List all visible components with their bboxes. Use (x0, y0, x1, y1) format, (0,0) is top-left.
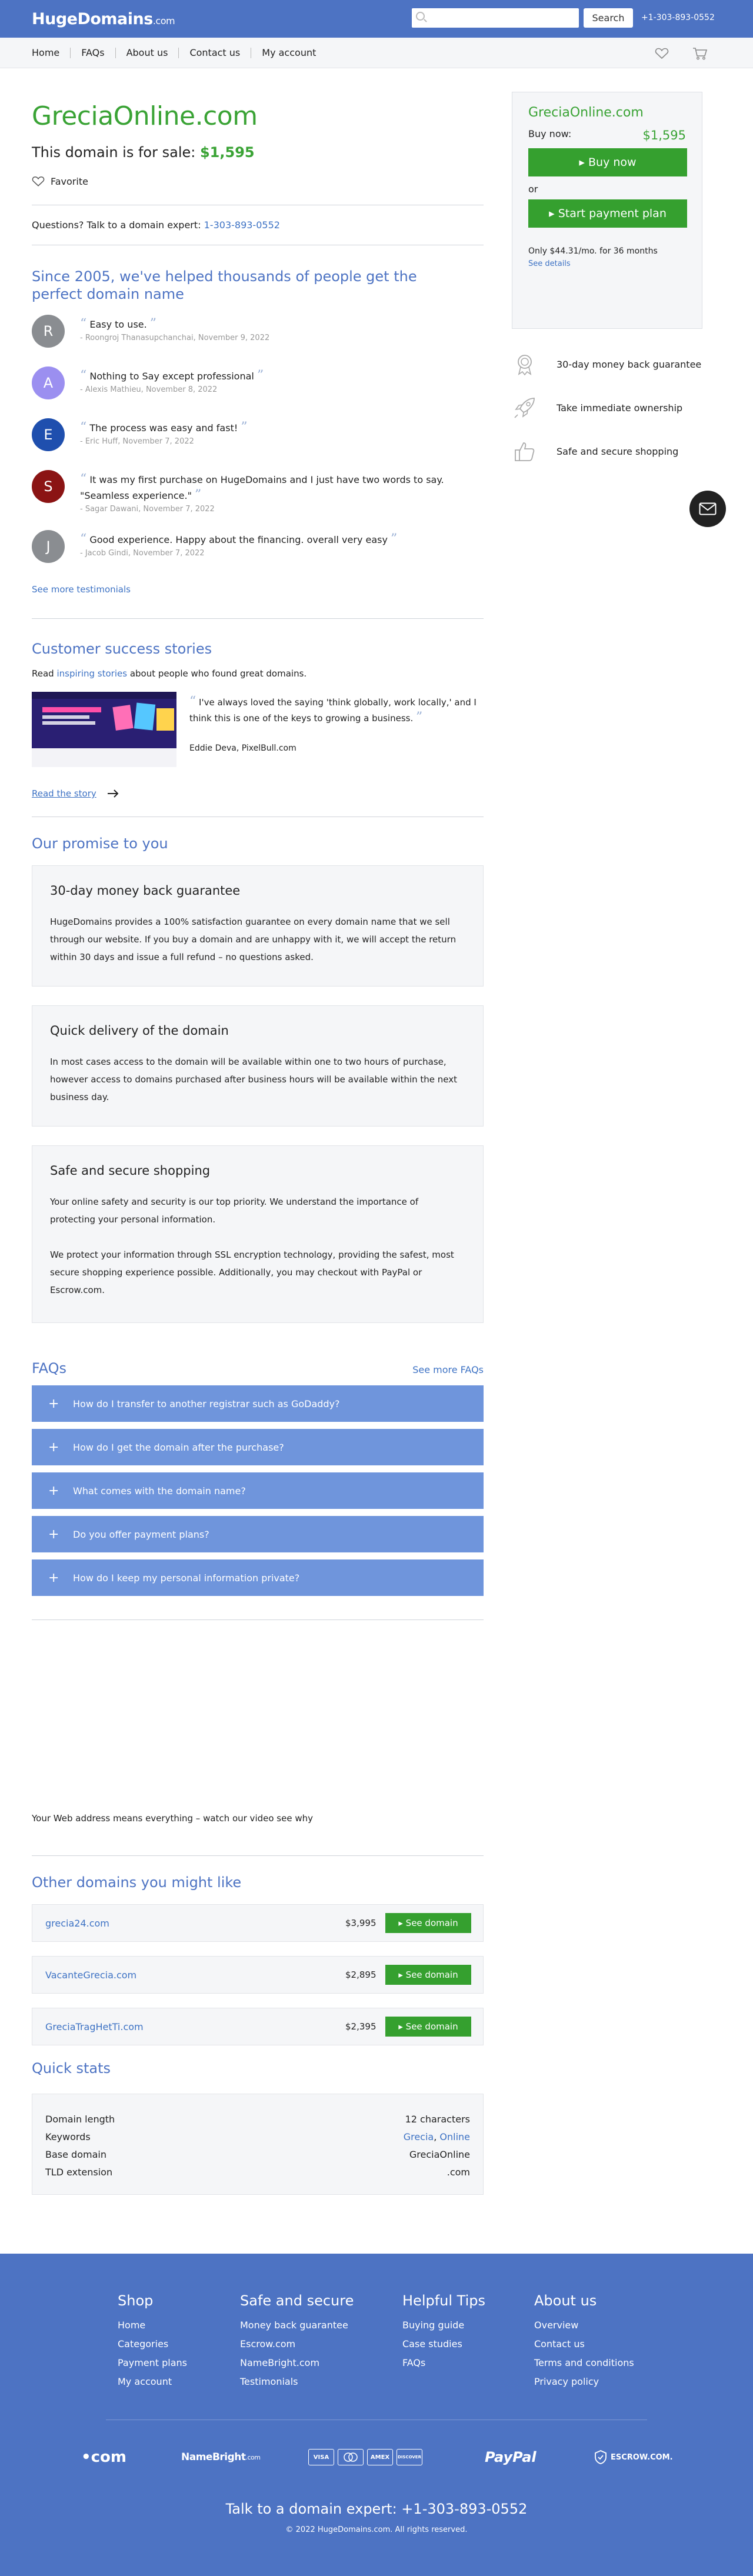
footer-link[interactable]: Escrow.com (240, 2338, 296, 2350)
footer (0, 2254, 753, 2576)
contact-mail-button[interactable] (689, 491, 726, 527)
partner-logos (0, 2445, 753, 2469)
read-story-link[interactable]: Read the story (32, 788, 484, 799)
footer-link[interactable]: Categories (118, 2338, 169, 2350)
other-domain-row (32, 1904, 484, 1942)
amex-logo: AMEX (367, 2449, 393, 2465)
other-domain-row (32, 2008, 484, 2045)
for-sale-line: This domain is for sale: $1,595 (32, 144, 255, 161)
footer-talk-expert[interactable]: Talk to a domain expert: +1-303-893-0552 (225, 2501, 528, 2517)
guarantee-item: Take immediate ownership (512, 395, 702, 421)
stat-row: Keywords Grecia, Online (45, 2131, 470, 2142)
footer-column-safe: Safe and secure Money back guarantee Escrow.com NameBright.com Testimonials (240, 2292, 354, 2391)
main-column (32, 68, 484, 2195)
inspiring-stories-link[interactable]: inspiring stories (56, 668, 128, 679)
footer-link[interactable]: Testimonials (240, 2376, 298, 2387)
nav-faqs[interactable]: FAQs (71, 48, 115, 58)
start-payment-plan-button[interactable]: ▸ Start payment plan (528, 199, 687, 228)
story-author: Eddie Deva, PixelBull.com (189, 744, 296, 753)
other-domain-link[interactable]: GreciaTragHetTi.com (45, 2021, 144, 2032)
testimonials-list (32, 315, 484, 582)
divider (32, 1855, 484, 1856)
quick-stats-heading: Quick stats (32, 2060, 111, 2077)
faq-header (32, 1359, 484, 1377)
keyword-link[interactable]: Grecia (403, 2131, 434, 2142)
quick-stats-box (32, 2094, 484, 2195)
main-nav (0, 38, 753, 68)
avatar: J (32, 530, 65, 563)
promise-heading: Our promise to you (32, 835, 168, 852)
testimonial: J “ Good experience. Happy about the financing. overall very easy ” - Jacob Gindi, November 7, 2022 (32, 530, 484, 582)
testimonial: A “ Nothing to Say except professional ” - Alexis Mathieu, November 8, 2022 (32, 366, 484, 418)
stat-row: Domain length 12 characters (45, 2114, 470, 2125)
arrow-right-icon (107, 789, 120, 798)
footer-link[interactable]: FAQs (402, 2357, 426, 2368)
divider (32, 618, 484, 619)
buy-card: GreciaOnline.com Buy now: $1,595 ▸ Buy now or ▸ Start payment plan Only $44.31/mo. for 36 months See details (512, 92, 702, 329)
paypal-logo: PayPal (485, 2449, 537, 2465)
avatar: A (32, 366, 65, 399)
other-domain-price: $2,395 (345, 2021, 376, 2032)
testimonial: R “ Easy to use. ” - Roongroj Thanasupchanchai, November 9, 2022 (32, 315, 484, 366)
faq-item[interactable]: + What comes with the domain name? (32, 1472, 484, 1509)
heart-icon (32, 176, 45, 187)
see-domain-button[interactable]: ▸ See domain (385, 1965, 471, 1985)
dotcom-logo: •com (81, 2448, 126, 2466)
other-domain-row (32, 1956, 484, 1994)
guarantee-item: 30-day money back guarantee (512, 351, 702, 377)
footer-link[interactable]: NameBright.com (240, 2357, 320, 2368)
other-domain-price: $2,895 (345, 1970, 376, 1980)
footer-link[interactable]: Terms and conditions (534, 2357, 634, 2368)
keyword-link[interactable]: Online (439, 2131, 470, 2142)
stat-row: TLD extension .com (45, 2167, 470, 2178)
site-logo[interactable]: HugeDomains.com (32, 9, 175, 28)
see-domain-button[interactable]: ▸ See domain (385, 2017, 471, 2037)
faq-item[interactable]: + How do I get the domain after the purchase? (32, 1429, 484, 1465)
favorites-heart-icon[interactable] (655, 48, 669, 59)
questions-line: Questions? Talk to a domain expert: 1-303-893-0552 (32, 219, 280, 231)
footer-link[interactable]: Privacy policy (534, 2376, 599, 2387)
plus-icon: + (48, 1483, 59, 1498)
footer-link[interactable]: Case studies (402, 2338, 462, 2350)
hero-price: $1,595 (199, 144, 255, 161)
other-domain-price: $3,995 (345, 1918, 376, 1928)
escrow-logo: ESCROW.COM. (594, 2445, 673, 2469)
favorite-button[interactable]: Favorite (32, 176, 484, 187)
footer-link[interactable]: My account (118, 2376, 172, 2387)
avatar: S (32, 470, 65, 503)
testimonial: S “ It was my first purchase on HugeDomains and I just have two words to say. "Seamless experience." ” - Sagar Dawani, November 7, 2022 (32, 470, 484, 530)
promise-box-security: Safe and secure shopping Your online safety and security is our top priority. We understand the importance of protecting your personal information. We protect your information through SSL encryption technology, providing the safest, most secure shopping experience possible. Additionally, you may checkout with PayPal or Escrow.com. (32, 1145, 484, 1323)
stories-intro: Read inspiring stories about people who found great domains. (32, 668, 307, 679)
guarantees-list (512, 351, 702, 464)
stories-heading: Customer success stories (32, 641, 212, 657)
shield-icon (594, 2450, 607, 2464)
faq-item[interactable]: + How do I transfer to another registrar such as GoDaddy? (32, 1385, 484, 1422)
buy-card-domain: GreciaOnline.com (528, 105, 644, 120)
see-domain-button[interactable]: ▸ See domain (385, 1913, 471, 1933)
footer-column-tips: Helpful Tips Buying guide Case studies FAQs (402, 2292, 485, 2372)
faqs-heading: FAQs (32, 1360, 66, 1377)
avatar: E (32, 418, 65, 451)
nav-about-us[interactable]: About us (116, 48, 179, 58)
search-icon (416, 12, 425, 21)
footer-link[interactable]: Contact us (534, 2338, 585, 2350)
see-more-faqs-link[interactable]: See more FAQs (412, 1364, 484, 1375)
nav-my-account[interactable]: My account (262, 46, 316, 58)
nav-contact-us[interactable]: Contact us (179, 48, 251, 58)
discover-logo: DISCOVER (397, 2449, 422, 2465)
story-screenshot-image[interactable] (32, 692, 176, 767)
other-domains-list (32, 1904, 484, 2045)
mastercard-logo (338, 2449, 364, 2465)
domain-title: GreciaOnline.com (32, 101, 258, 131)
footer-link[interactable]: Money back guarantee (240, 2320, 348, 2331)
questions-phone[interactable]: 1-303-893-0552 (204, 219, 280, 231)
copyright: © 2022 HugeDomains.com. All rights reserved. (285, 2525, 468, 2534)
footer-column-shop: Shop Home Categories Payment plans My account (118, 2292, 187, 2391)
video-caption: Your Web address means everything – watch our video see why (32, 1813, 313, 1824)
rocket-icon (513, 396, 537, 419)
faq-list (32, 1385, 484, 1596)
testimonials-heading: Since 2005, we've helped thousands of people get the perfect domain name (32, 268, 417, 302)
faq-item[interactable]: + Do you offer payment plans? (32, 1516, 484, 1552)
story-box (32, 692, 484, 767)
testimonial: E “ The process was easy and fast! ” - Eric Huff, November 7, 2022 (32, 418, 484, 470)
payment-cards (308, 2445, 426, 2469)
search-button[interactable]: Search (584, 8, 633, 28)
faq-item[interactable]: + How do I keep my personal information private? (32, 1559, 484, 1596)
guarantee-icon (513, 352, 537, 376)
thumbs-up-icon (513, 439, 537, 463)
promise-box-delivery: Quick delivery of the domain In most cases access to the domain will be available within one to two hours of purchase, however access to domains purchased after business hours will be available within the next business day. (32, 1005, 484, 1127)
other-domains-heading: Other domains you might like (32, 1874, 242, 1891)
see-details-link[interactable]: See details (528, 259, 571, 268)
see-more-testimonials-link[interactable]: See more testimonials (32, 584, 131, 595)
footer-link[interactable]: Home (118, 2320, 146, 2331)
nav-home[interactable]: Home (32, 48, 71, 58)
promise-box-guarantee: 30-day money back guarantee HugeDomains provides a 100% satisfaction guarantee on every domain name that we sell through our website. If you buy a domain and are unhappy with it, we will accept the return within 30 days and issue a full refund – no questions asked. (32, 865, 484, 987)
other-domain-link[interactable]: VacanteGrecia.com (45, 1969, 137, 1981)
avatar: R (32, 315, 65, 348)
stat-row: Base domain GreciaOnline (45, 2149, 470, 2160)
footer-column-about: About us Overview Contact us Terms and conditions Privacy policy (534, 2292, 634, 2391)
video-area[interactable] (32, 1620, 484, 1813)
plus-icon: + (48, 1570, 59, 1585)
visa-logo: VISA (308, 2449, 334, 2465)
plus-icon: + (48, 1396, 59, 1411)
other-domain-link[interactable]: grecia24.com (45, 1917, 109, 1929)
footer-link[interactable]: Buying guide (402, 2320, 465, 2331)
mail-icon (699, 502, 717, 515)
cart-icon[interactable] (692, 47, 708, 60)
footer-link[interactable]: Overview (534, 2320, 579, 2331)
header-phone[interactable]: +1-303-893-0552 (641, 13, 715, 22)
namebright-logo: NameBright .com (181, 2451, 261, 2463)
side-column (512, 68, 702, 482)
search-box (412, 8, 579, 28)
search-input[interactable] (428, 10, 575, 26)
monthly-price: Only $44.31/mo. for 36 months (528, 246, 658, 256)
top-bar (0, 0, 753, 38)
footer-link[interactable]: Payment plans (118, 2357, 188, 2368)
story-quote: “ I've always loved the saying 'think globally, work locally,' and I think this is one of the keys to growing a business. ” (189, 694, 477, 725)
plus-icon: + (48, 1439, 59, 1455)
buy-card-price: $1,595 (642, 128, 686, 142)
guarantee-item: Safe and secure shopping (512, 438, 702, 464)
buy-now-button[interactable]: ▸ Buy now (528, 148, 687, 176)
plus-icon: + (48, 1527, 59, 1542)
